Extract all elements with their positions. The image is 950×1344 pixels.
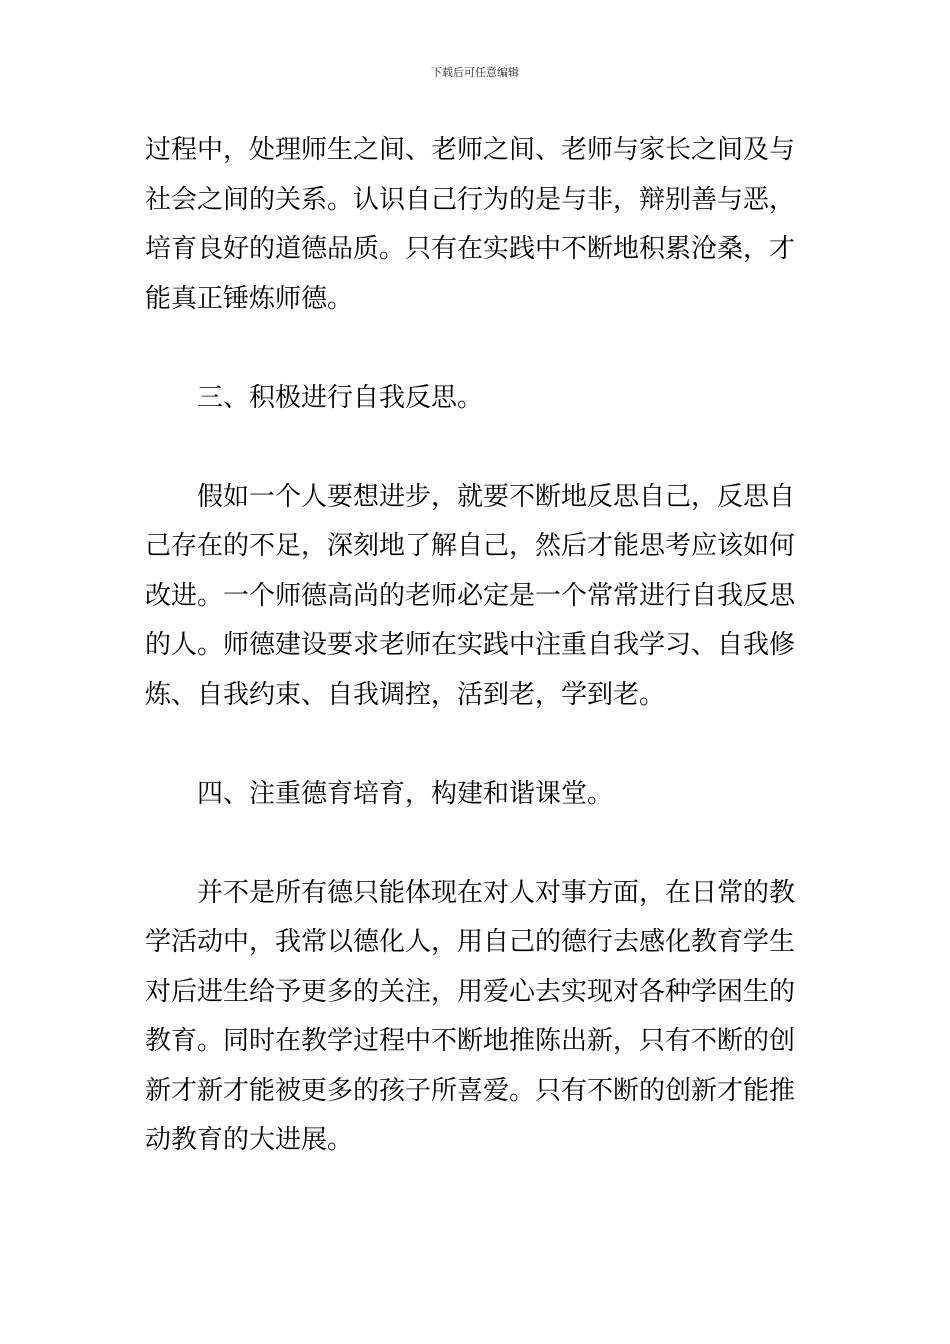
heading-line: 三、积极进行自我反思。 [197,382,484,413]
text-line: 己存在的不足，深刻地了解自己，然后才能思考应该如何 [145,531,796,561]
text-line: 动教育的大进展。 [145,1125,354,1155]
paragraph-spacer [145,819,810,869]
text-line: 学活动中，我常以德化人，用自己的德行去感化教育学生 [145,927,796,957]
text-line: 过程中，处理师生之间、老师之间、老师与家长之间及与 [145,135,796,165]
paragraph-self-reflection [145,473,810,721]
paragraph-spacer [145,324,810,374]
document-body [145,126,810,1166]
text-line: 炼、自我约束、自我调控，活到老，学到老。 [145,679,666,710]
text-line: 教育。同时在教学过程中不断地推陈出新，只有不断的创 [145,1026,796,1056]
text-line: 社会之间的关系。认识自己行为的是与非，辩别善与恶， [145,184,796,215]
heading-line: 四、注重德育培育，构建和谐课堂。 [197,778,614,809]
text-line: 改进。一个师德高尚的老师必定是一个常常进行自我反思 [145,580,796,611]
section-heading-4 [145,770,810,820]
paragraph-spacer [145,720,810,770]
text-line: 假如一个人要想进步，就要不断地反思自己，反思自 [197,481,796,512]
text-line: 能真正锤炼师德。 [145,283,354,314]
text-line: 培育良好的道德品质。只有在实践中不断地积累沧桑，才 [145,234,796,264]
text-line: 并不是所有德只能体现在对人对事方面，在日常的教 [197,877,796,908]
paragraph-spacer [145,423,810,473]
text-line: 对后进生给予更多的关注，用爱心去实现对各种学困生的 [145,976,796,1007]
paragraph-continuation [145,126,810,324]
section-heading-3 [145,374,810,424]
text-line: 新才新才能被更多的孩子所喜爱。只有不断的创新才能推 [145,1075,796,1106]
text-line: 的人。师德建设要求老师在实践中注重自我学习、自我修 [145,630,796,660]
page-header: 下载后可任意编辑 [431,66,519,79]
paragraph-moral-education [145,869,810,1166]
